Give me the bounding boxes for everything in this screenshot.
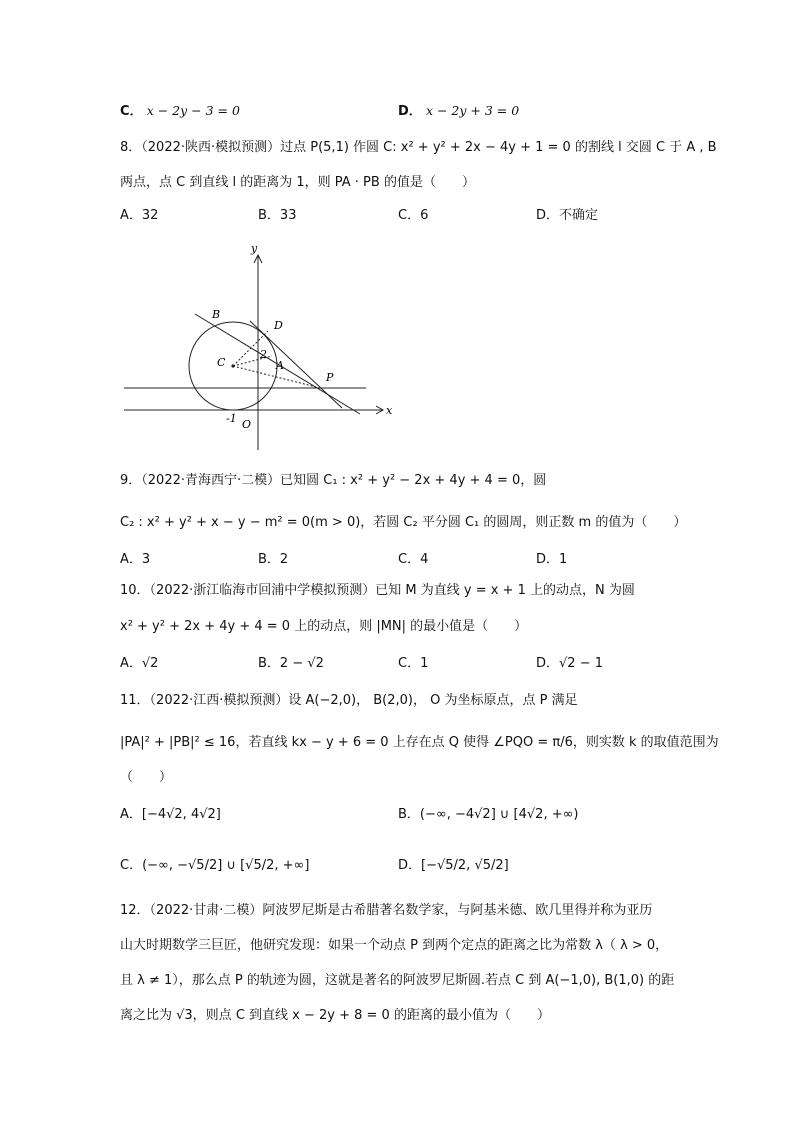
label-p: P bbox=[326, 371, 334, 384]
q10-option-c: C．1 bbox=[398, 656, 429, 671]
q9-option-b: B．2 bbox=[258, 552, 289, 567]
q7-option-c-text: x − 2y − 3 = 0 bbox=[146, 103, 240, 118]
q7-option-d-text: x − 2y + 3 = 0 bbox=[425, 103, 520, 118]
q8-option-a: A．32 bbox=[120, 208, 159, 223]
q9-option-d: D．1 bbox=[536, 552, 568, 567]
center-point bbox=[231, 364, 234, 367]
q11-option-b: B．(−∞, −4√2] ∪ [4√2, +∞) bbox=[398, 807, 579, 822]
q10-stem-line1: 10．（2022·浙江临海市回浦中学模拟预测）已知 M 为直线 y = x + 1 上的动点，N 为圆 bbox=[120, 583, 635, 598]
q8-option-b: B．33 bbox=[258, 208, 297, 223]
q12-stem-line3: 且 λ ≠ 1），那么点 P 的轨迹为圆，这就是著名的阿波罗尼斯圆.若点 C 到 A(−1,0), B(1,0) 的距 bbox=[120, 973, 675, 988]
q9-stem-line2: C₂ : x² + y² + x − y − m² = 0(m > 0)，若圆 C₂ 平分圆 C₁ 的圆周，则正数 m 的值为（ ） bbox=[120, 515, 687, 530]
q12-stem-line1: 12．（2022·甘肃·二模）阿波罗尼斯是古希腊著名数学家，与阿基米德、欧几里得并称为亚历 bbox=[120, 903, 653, 918]
q11-option-a: A．[−4√2, 4√2] bbox=[120, 807, 221, 822]
label-d: D bbox=[274, 319, 283, 332]
q10-option-a: A．√2 bbox=[120, 656, 159, 671]
q11-stem-line3: （ ） bbox=[120, 770, 173, 785]
q7-option-d bbox=[398, 102, 519, 121]
q9-option-c: C．4 bbox=[398, 552, 429, 567]
q7-option-c-label: C． bbox=[120, 104, 143, 119]
label-a: A bbox=[276, 359, 284, 372]
label-minus-one: -1 bbox=[226, 412, 237, 425]
q8-stem-line1: 8．（2022·陕西·模拟预测）过点 P(5,1) 作圆 C: x² + y² + 2x − 4y + 1 = 0 的割线 l 交圆 C 于 A , B bbox=[120, 140, 717, 155]
q11-stem-line1: 11．（2022·江西·模拟预测）设 A(−2,0)， B(2,0)， O 为坐标原点，点 P 满足 bbox=[120, 693, 578, 708]
q11-option-c: C．(−∞, −√5/2] ∪ [√5/2, +∞] bbox=[120, 858, 310, 873]
q10-option-d: D．√2 − 1 bbox=[536, 656, 603, 671]
tangent-line bbox=[250, 321, 342, 408]
label-two: 2 bbox=[260, 348, 267, 361]
q12-stem-line4: 离之比为 √3，则点 C 到直线 x − 2y + 8 = 0 的距离的最小值为（ ） bbox=[120, 1008, 550, 1023]
label-o: O bbox=[242, 418, 252, 431]
q8-option-d: D．不确定 bbox=[536, 208, 599, 223]
q11-stem-line2: |PA|² + |PB|² ≤ 16，若直线 kx − y + 6 = 0 上存在点 Q 使得 ∠PQO = π/6，则实数 k 的取值范围为 bbox=[120, 735, 719, 750]
q9-stem-line1: 9．（2022·青海西宁·二模）已知圆 C₁ : x² + y² − 2x + 4y + 4 = 0，圆 bbox=[120, 473, 547, 488]
q10-stem-line2: x² + y² + 2x + 4y + 4 = 0 上的动点，则 |MN| 的最小值是（ ） bbox=[120, 619, 528, 634]
q8-option-c: C．6 bbox=[398, 208, 429, 223]
q7-option-d-label: D． bbox=[398, 104, 422, 119]
label-b: B bbox=[212, 308, 221, 321]
label-y: y bbox=[251, 242, 258, 255]
q9-option-a: A．3 bbox=[120, 552, 151, 567]
q8-stem-line2: 两点，点 C 到直线 l 的距离为 1，则 PA · PB 的值是（ ） bbox=[120, 175, 475, 190]
label-c: C bbox=[217, 356, 226, 369]
q7-option-c bbox=[120, 102, 240, 121]
q11-option-d: D．[−√5/2, √5/2] bbox=[398, 858, 509, 873]
q10-option-b: B．2 − √2 bbox=[258, 656, 324, 671]
circle-secant-figure bbox=[120, 236, 400, 456]
q12-stem-line2: 山大时期数学三巨匠，他研究发现：如果一个动点 P 到两个定点的距离之比为常数 λ（ λ > 0， bbox=[120, 938, 669, 953]
label-x: x bbox=[386, 404, 393, 417]
